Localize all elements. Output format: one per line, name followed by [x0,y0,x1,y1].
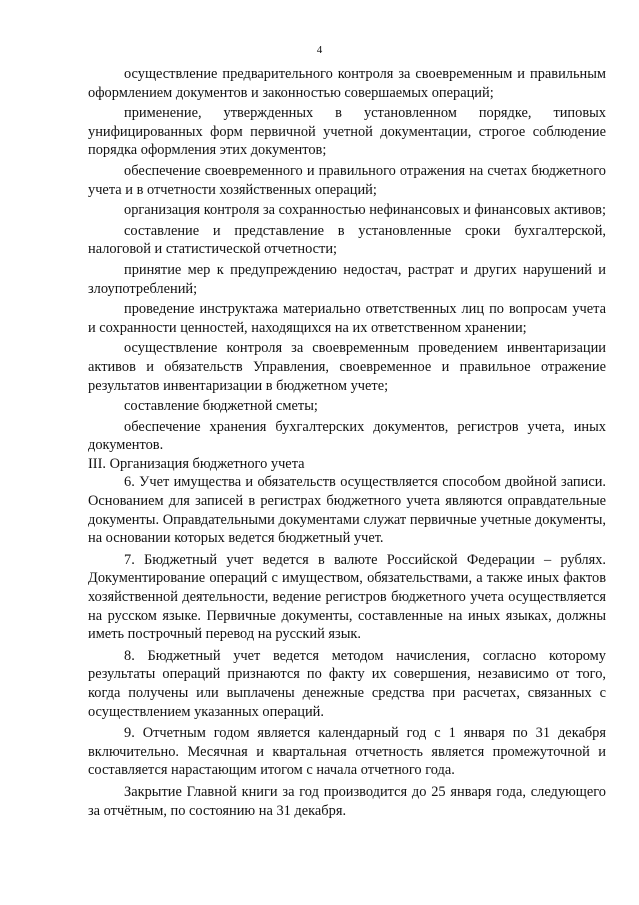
intro-item: проведение инструктажа материально ответственных лиц по вопросам учета и сохранности ценностей, находящихся на их ответственном хранении; [88,301,606,336]
page-number: 4 [316,44,323,56]
intro-item: осуществление контроля за своевременным проведением инвентаризации активов и обязательств Управления, своевременное и правильное отражение результатов инвентаризации в бюджетном учете; [88,340,606,394]
intro-item: применение, утвержденных в установленном порядке, типовых унифицированных форм первичной учетной документации, строгое соблюдение порядка оформления этих документов; [88,105,606,159]
document-body [88,65,606,820]
numbered-paragraph: 9. Отчетным годом является календарный год с 1 января по 31 декабря включительно. Месячная и квартальная отчетность является промежуточной и составляется нарастающим итогом с начала отчетного года. [88,725,606,779]
intro-item: осуществление предварительного контроля за своевременным и правильным оформлением документов и законностью совершаемых операций; [88,66,606,101]
numbered-paragraph: 7. Бюджетный учет ведется в валюте Российской Федерации – рублях. Документирование операций с имуществом, обязательствами, а также иных фактов хозяйственной деятельности, ведение регистров бюджетного учета осуществляется на русском языке. Первичные документы, составленные на иных языках, должны иметь построчный перевод на русский язык. [88,551,606,643]
numbered-paragraph: 6. Учет имущества и обязательств осуществляется способом двойной записи. Основанием для записей в регистрах бюджетного учета являются оправдательные документы. Оправдательными документами служат первичные учетные документы, на основании которых ведется бюджетный учет. [88,474,606,547]
intro-item: обеспечение своевременного и правильного отражения на счетах бюджетного учета и в отчетности хозяйственных операций; [88,162,606,198]
section-heading: III. Организация бюджетного учета [88,455,305,472]
intro-item: составление бюджетной сметы; [124,398,318,415]
closing-paragraph: Закрытие Главной книги за год производится до 25 января года, следующего за отчётным, по состоянию на 31 декабря. [88,783,606,819]
intro-item: обеспечение хранения бухгалтерских документов, регистров учета, иных документов. [88,418,606,454]
numbered-paragraph: 8. Бюджетный учет ведется методом начисления, согласно которому результаты операций признаются по факту их совершения, независимо от того, когда получены или выплачены денежные средства при расчетах, связанных с осуществлением указанных операций. [88,647,606,720]
intro-item: организация контроля за сохранностью нефинансовых и финансовых активов; [124,202,606,219]
intro-item: составление и представление в установленные сроки бухгалтерской, налоговой и статистической отчетности; [88,222,606,258]
intro-item: принятие мер к предупреждению недостач, растрат и других нарушений и злоупотреблений; [88,261,606,297]
